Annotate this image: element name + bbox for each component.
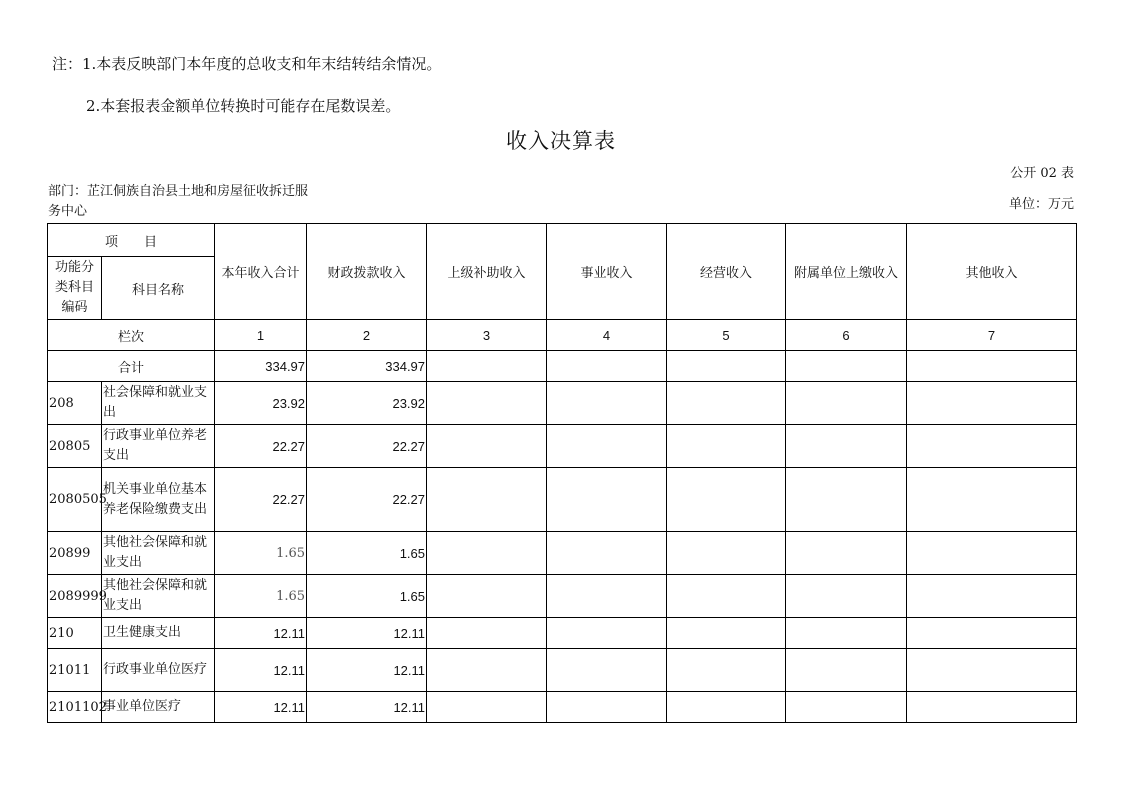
row-code: 208	[48, 382, 102, 425]
row-code: 20805	[48, 425, 102, 468]
row-total: 22.27	[215, 468, 307, 532]
row-code: 2089999	[48, 575, 102, 618]
row-name: 机关事业单位基本养老保险缴费支出	[102, 468, 215, 532]
header-func-code: 功能分类科目编码	[48, 257, 102, 320]
col-number: 2	[307, 320, 427, 351]
department-label: 部门：芷江侗族自治县土地和房屋征收拆迁服务中心	[48, 184, 309, 219]
row-total: 23.92	[215, 382, 307, 425]
row-total: 1.65	[215, 532, 307, 575]
header-col-5: 经营收入	[667, 224, 786, 320]
table-row	[48, 425, 1077, 468]
row-fiscal: 23.92	[307, 382, 427, 425]
income-table	[47, 223, 1077, 723]
table-row	[48, 382, 1077, 425]
header-col-7: 其他收入	[907, 224, 1077, 320]
col-number: 1	[215, 320, 307, 351]
row-name: 事业单位医疗	[102, 692, 215, 723]
row-code: 2101102	[48, 692, 102, 723]
header-col-3: 上级补助收入	[427, 224, 547, 320]
note-line-2: 2.本套报表金额单位转换时可能存在尾数误差。	[86, 97, 401, 115]
row-fiscal: 12.11	[307, 618, 427, 649]
row-code: 210	[48, 618, 102, 649]
table-row	[48, 649, 1077, 692]
col-number: 6	[786, 320, 907, 351]
row-name: 卫生健康支出	[102, 618, 215, 649]
table-row	[48, 532, 1077, 575]
header-item: 项 目	[48, 224, 215, 257]
note-line-1: 注：1.本表反映部门本年度的总收支和年末结转结余情况。	[52, 55, 442, 73]
row-name: 其他社会保障和就业支出	[102, 575, 215, 618]
page-title: 收入决算表	[506, 129, 616, 153]
row-name: 行政事业单位医疗	[102, 649, 215, 692]
header-col-6: 附属单位上缴收入	[786, 224, 907, 320]
col-number: 4	[547, 320, 667, 351]
table-row	[48, 692, 1077, 723]
total-fiscal-value: 334.97	[307, 351, 427, 382]
total-income-value: 334.97	[215, 351, 307, 382]
row-fiscal: 22.27	[307, 468, 427, 532]
row-name: 社会保障和就业支出	[102, 382, 215, 425]
header-col-1: 本年收入合计	[215, 224, 307, 320]
unit-label: 单位：万元	[1008, 197, 1074, 212]
row-fiscal: 12.11	[307, 692, 427, 723]
table-row	[48, 575, 1077, 618]
col-number: 7	[907, 320, 1077, 351]
row-total: 22.27	[215, 425, 307, 468]
row-code: 2080505	[48, 468, 102, 532]
row-code: 20899	[48, 532, 102, 575]
total-label: 合计	[48, 351, 215, 382]
table-row	[48, 618, 1077, 649]
col-number: 3	[427, 320, 547, 351]
col-number: 5	[667, 320, 786, 351]
row-total: 12.11	[215, 649, 307, 692]
row-total: 12.11	[215, 618, 307, 649]
row-total: 12.11	[215, 692, 307, 723]
header-col-2: 财政拨款收入	[307, 224, 427, 320]
row-fiscal: 22.27	[307, 425, 427, 468]
row-name: 其他社会保障和就业支出	[102, 532, 215, 575]
row-fiscal: 1.65	[307, 532, 427, 575]
header-subject-name: 科目名称	[102, 257, 215, 320]
form-code: 公开 02 表	[1010, 166, 1074, 181]
table-row	[48, 468, 1077, 532]
row-total: 1.65	[215, 575, 307, 618]
row-fiscal: 1.65	[307, 575, 427, 618]
row-index-label: 栏次	[48, 320, 215, 351]
row-name: 行政事业单位养老支出	[102, 425, 215, 468]
row-code: 21011	[48, 649, 102, 692]
row-fiscal: 12.11	[307, 649, 427, 692]
header-col-4: 事业收入	[547, 224, 667, 320]
